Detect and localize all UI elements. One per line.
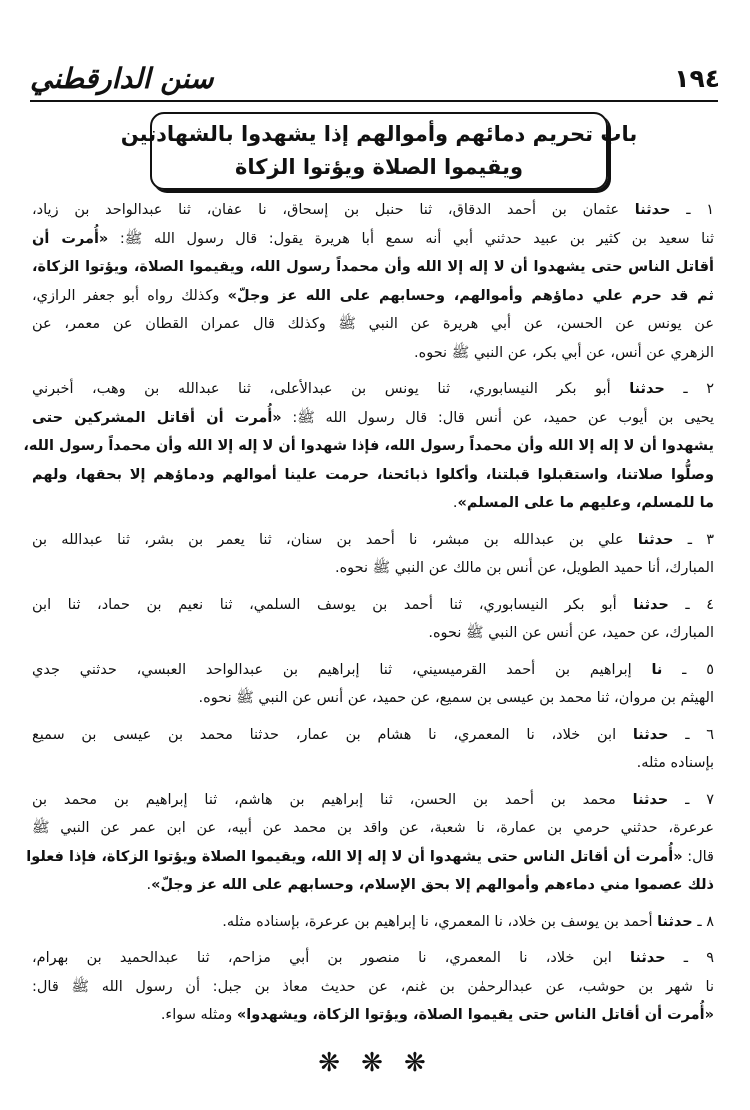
text-line — [32, 908, 714, 937]
page-header — [30, 58, 720, 98]
text-segment: عن يونس عن الحسن، عن أبي هريرة عن النبي ﷺ وكذلك قال عمران القطان عن معمر، عن — [32, 316, 714, 332]
text-line — [32, 871, 714, 900]
text-segment: أحمد بن يوسف بن خلاد، نا المعمري، نا إبراهيم بن عرعرة، بإسناده مثله. — [222, 913, 658, 930]
text-line — [23, 432, 714, 461]
text-segment: عثمان بن أحمد الدقاق، ثنا حنبل بن إسحاق، نا عفان، ثنا عبدالواحد بن زياد، — [32, 202, 635, 218]
bold-text-segment: حدثنا — [637, 531, 674, 548]
text-segment: ٣ ـ — [673, 531, 714, 548]
end-ornament: ❋ ❋ ❋ — [318, 1048, 432, 1078]
bold-text-segment: ذلك عصموا مني دماءهم وأموالهم إلا بحق الإسلام، وحسابهم على الله عز وجلّ» — [151, 877, 714, 893]
hadith-paragraph — [23, 375, 714, 518]
text-segment: ومثله سواء. — [160, 1007, 237, 1023]
text-line — [32, 656, 714, 685]
hadith-paragraph — [32, 526, 714, 583]
text-line — [32, 944, 714, 973]
bold-text-segment: حدثنا — [632, 791, 669, 808]
text-segment: علي بن عبدالله بن مبشر، نا أحمد بن سنان، ثنا يعمر بن بشر، ثنا عبدالله بن — [32, 531, 638, 548]
text-segment: عرعرة، حدثني حرمي بن عمارة، نا شعبة، عن واقد بن محمد عن أبيه، عن ابن عمر عن النبي ﷺ — [32, 820, 714, 836]
text-line — [32, 461, 714, 490]
bold-text-segment: نا — [651, 661, 663, 678]
text-segment: ٨ ـ — [692, 913, 714, 930]
text-line — [32, 375, 714, 404]
text-segment: ٦ ـ — [668, 726, 715, 743]
bold-text-segment: «أُمرت أن أقاتل الناس حتى يشهدوا أن لا إله إلا الله، ويقيموا الصلاة ويؤتوا الزكاة، فإذا فعلوا — [26, 848, 683, 865]
text-segment: ابن خلاد، نا المعمري، نا هشام بن عمار، حدثنا محمد بن عيسى بن سميع — [32, 726, 633, 743]
text-line — [32, 489, 714, 518]
hadith-paragraph — [32, 656, 714, 713]
hadith-paragraph — [32, 591, 714, 648]
text-segment: إبراهيم بن أحمد القرميسيني، ثنا إبراهيم بن عبدالواحد العبسي، حدثني جدي — [32, 661, 652, 678]
text-line — [32, 282, 714, 311]
chapter-title-line-1: باب تحريم دمائهم وأموالهم إذا يشهدوا بالشهادتين — [120, 122, 638, 146]
text-line — [32, 619, 714, 648]
text-segment: بإسناده مثله. — [636, 755, 714, 771]
hadith-paragraph — [32, 721, 714, 778]
bold-text-segment: حدثنا — [634, 202, 671, 218]
text-line — [32, 554, 714, 583]
bold-text-segment: حدثنا — [629, 950, 666, 966]
text-segment: أبو بكر النيسابوري، ثنا أحمد بن يوسف السلمي، ثنا نعيم بن حماد، ثنا ابن — [32, 596, 634, 613]
bold-text-segment: أقاتل الناس حتى يشهدوا أن لا إله إلا الله وأن محمداً رسول الله، ويقيموا الصلاة، ويؤتوا الزكاة، — [32, 259, 714, 275]
text-segment: . — [452, 495, 458, 511]
bold-text-segment: حدثنا — [657, 913, 693, 930]
text-segment: . — [146, 877, 152, 893]
text-line — [32, 1001, 714, 1030]
text-line — [32, 253, 714, 282]
text-line — [32, 404, 714, 433]
bold-text-segment: «أُمرت أن — [32, 230, 109, 247]
text-line — [32, 749, 714, 778]
chapter-title-line-2: ويقيموا الصلاة ويؤتوا الزكاة — [234, 155, 524, 179]
bold-text-segment: «أُمرت أن أقاتل الناس حتى يقيموا الصلاة، ويؤتوا الزكاة، ويشهدوا» — [236, 1007, 714, 1023]
book-title: سنن الدارقطني — [30, 61, 214, 95]
text-segment: ١ ـ — [670, 202, 714, 218]
text-segment: ٢ ـ — [664, 381, 714, 397]
text-segment: محمد بن أحمد بن الحسن، ثنا إبراهيم بن هاشم، ثنا إبراهيم بن محمد بن — [32, 791, 633, 808]
text-line — [32, 310, 714, 339]
hadith-paragraph — [32, 196, 714, 367]
bold-text-segment: ما للمسلم، وعليهم ما على المسلم» — [457, 495, 714, 511]
chapter-heading-box — [120, 112, 638, 190]
text-segment: ٤ ـ — [668, 596, 715, 613]
text-segment: قال: — [682, 848, 714, 865]
text-line — [26, 843, 714, 872]
bold-text-segment: يشهدوا أن لا إله إلا الله وأن محمداً رسول الله، فإذا شهدوا أن لا إله إلا الله وأن محمداً رسول الله، — [23, 438, 714, 454]
text-segment: ٩ ـ — [665, 950, 715, 966]
text-segment: ٧ ـ — [668, 791, 714, 808]
text-segment: المبارك، عن حميد، عن أنس عن النبي ﷺ نحوه. — [428, 625, 714, 641]
hadith-text-body — [23, 196, 715, 1038]
text-segment: نا شهر بن حوشب، عن عبدالرحمٰن بن غنم، عن حديث معاذ بن جبل: أن رسول الله ﷺ قال: — [32, 978, 714, 995]
text-line — [32, 786, 714, 815]
text-segment: وكذلك رواه أبو جعفر الرازي، — [32, 287, 228, 304]
text-line — [32, 721, 714, 750]
bold-text-segment: وصلُّوا صلاتنا، واستقبلوا قبلتنا، وأكلوا ذبائحنا، حرمت علينا أموالهم ودماؤهم إلا بحقها، ولهم — [32, 466, 714, 483]
text-segment: الزهري عن أنس، عن أبي بكر، عن النبي ﷺ نحوه. — [414, 344, 714, 361]
header-rule — [30, 100, 718, 102]
text-line — [32, 339, 714, 368]
text-segment: يحيى بن أيوب عن حميد، عن أنس قال: قال رسول الله ﷺ: — [281, 409, 714, 426]
bold-text-segment: حدثنا — [629, 381, 665, 397]
text-segment: الهيثم بن مروان، ثنا محمد بن عيسى بن سميع، عن حميد، عن أنس عن النبي ﷺ نحوه. — [198, 690, 714, 706]
text-segment: أبو بكر النيسابوري، ثنا يونس بن عبدالأعلى، ثنا عبدالله بن وهب، أخبرني — [32, 381, 630, 397]
text-line — [32, 225, 714, 254]
text-line — [32, 814, 714, 843]
hadith-paragraph — [26, 786, 714, 900]
bold-text-segment: ثم قد حرم علي دماؤهم وأموالهم، وحسابهم على الله عز وجلّ» — [227, 287, 714, 304]
text-segment: ابن خلاد، نا المعمري، نا منصور بن أبي مزاحم، ثنا عبدالحميد بن بهرام، — [32, 950, 630, 966]
hadith-paragraph — [32, 944, 714, 1030]
text-line — [32, 196, 714, 225]
text-segment: المبارك، أنا حميد الطويل، عن أنس بن مالك عن النبي ﷺ نحوه. — [334, 560, 714, 576]
page-number: ١٩٤ — [674, 63, 720, 93]
text-segment: ٥ ـ — [662, 661, 715, 678]
text-line — [32, 973, 714, 1002]
bold-text-segment: حدثنا — [632, 726, 669, 743]
text-line — [32, 591, 714, 620]
bold-text-segment: حدثنا — [633, 596, 669, 613]
hadith-paragraph — [32, 908, 714, 937]
text-line — [32, 684, 714, 713]
text-line — [32, 526, 714, 555]
text-segment: ثنا سعيد بن كثير بن عبيد حدثني أبي أنه سمع أبا هريرة يقول: قال رسول الله ﷺ: — [108, 230, 714, 247]
bold-text-segment: «أُمرت أن أقاتل المشركين حتى — [32, 409, 282, 426]
